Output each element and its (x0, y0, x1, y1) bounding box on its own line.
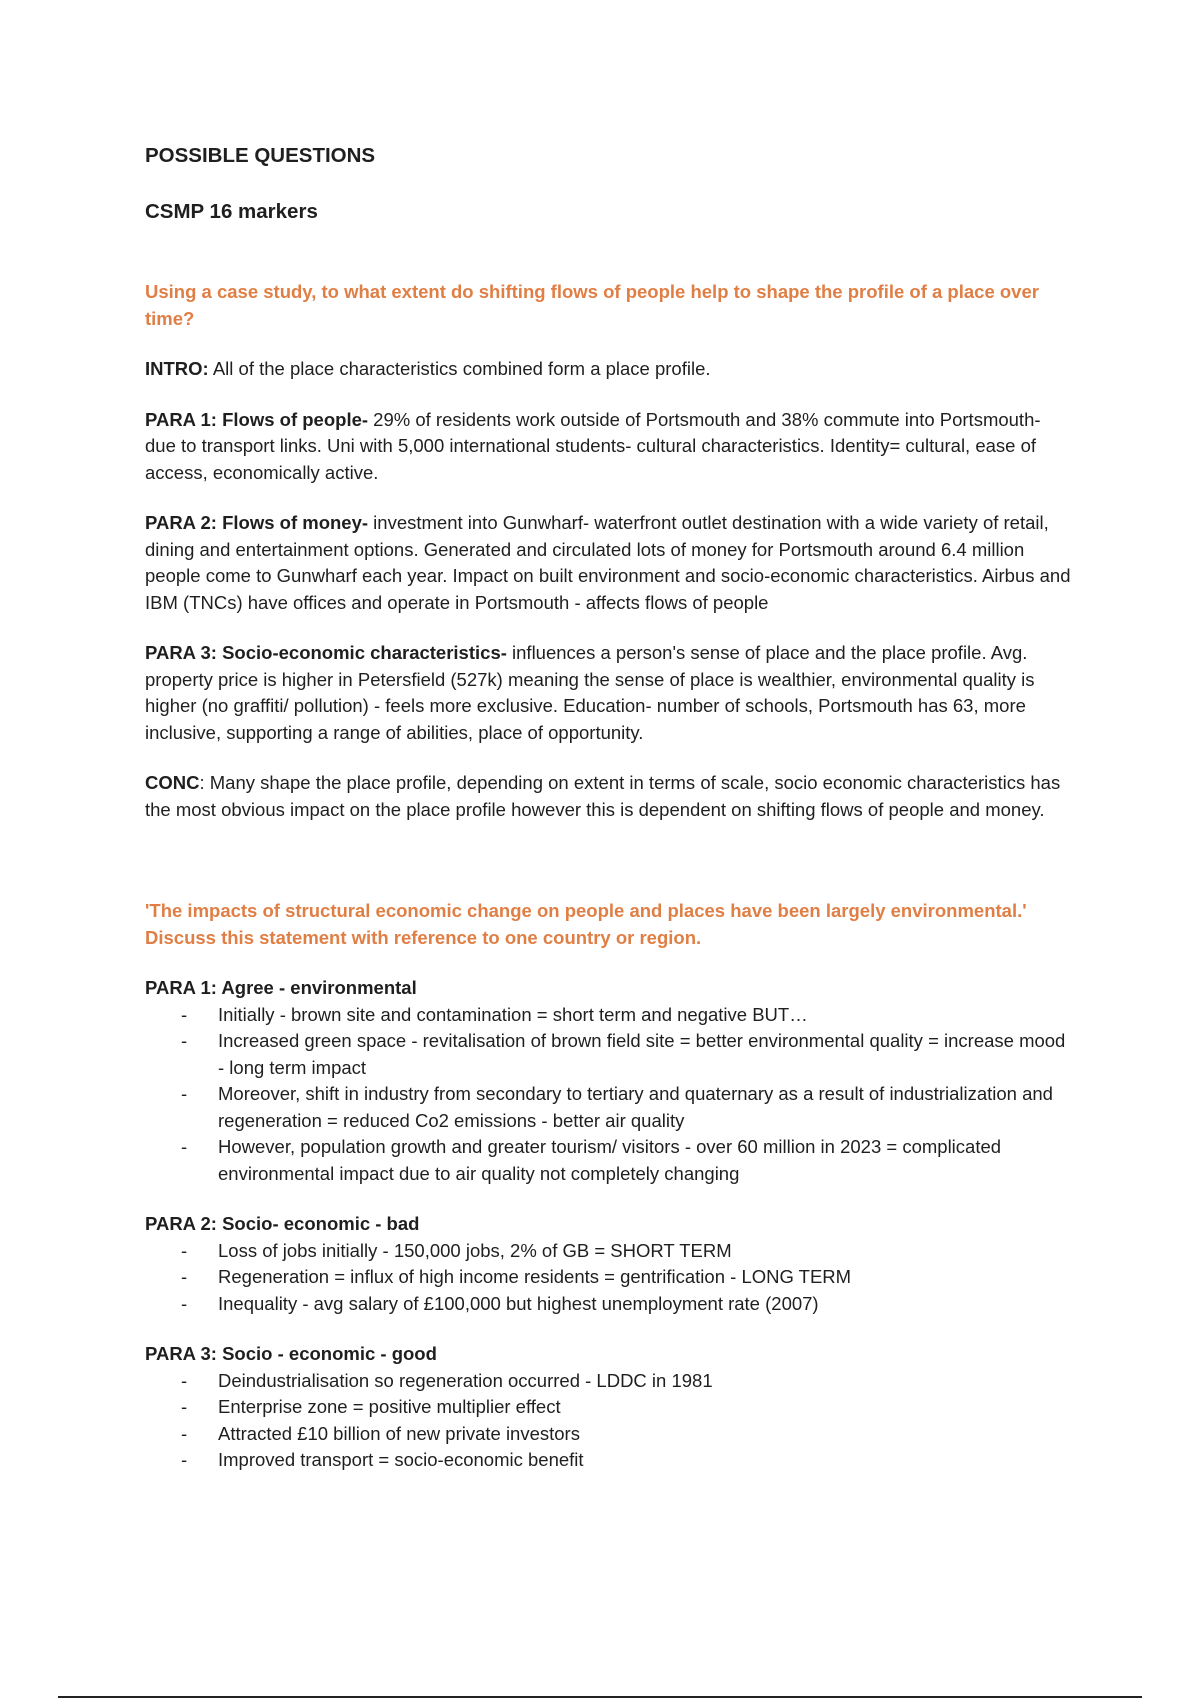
q1-para-2-label: PARA 2: Flows of money- (145, 512, 369, 533)
list-item (145, 1238, 1075, 1265)
dash-bullet: - (181, 1449, 188, 1470)
list-item-text: Regeneration = influx of high income residents = gentrification - LONG TERM (218, 1266, 852, 1287)
q1-para-3-text: influences a person's sense of place and the place profile. Avg. property price is higher in Petersfield (527k) meaning the sense of place is wealthier, environmental quality is higher (no graffiti/ pollution) - feels more exclusive. Education- number of schools, Portsmouth has 63, more inclusive, supporting a range of abilities, place of opportunity. (145, 642, 1035, 743)
q1-para-1 (145, 407, 1075, 487)
question-1: Using a case study, to what extent do shifting flows of people help to shape the profile of a place over time? (145, 281, 1039, 329)
q1-para-3 (145, 640, 1075, 746)
dash-bullet: - (181, 1422, 188, 1444)
document-page (145, 142, 1075, 1474)
q1-para-2-text: investment into Gunwharf- waterfront outlet destination with a wide variety of retail, dining and entertainment options. Generated and circulated lots of money for Portsmouth around 6.4 million people come to Gunwharf each year. Impact on built environment and socio-economic characteristics. Airbus and IBM (TNCs) have offices and operate in Portsmouth - affects flows of people (145, 512, 1071, 613)
list-item (145, 1002, 1075, 1029)
list-item-text: Deindustrialisation so regeneration occurred - LDDC in 1981 (218, 1369, 713, 1391)
page-title: POSSIBLE QUESTIONS (145, 144, 376, 167)
dash-bullet: - (181, 1239, 188, 1261)
q1-conclusion (145, 770, 1075, 823)
q1-para-2 (145, 510, 1075, 616)
list-item-text: Inequality - avg salary of £100,000 but highest unemployment rate (2007) (218, 1292, 819, 1314)
dash-bullet: - (181, 1292, 188, 1314)
list-item-text: However, population growth and greater tourism/ visitors - over 60 million in 2023 = complicated environmental impact due to air quality not completely changing (218, 1136, 1002, 1184)
section-subtitle: CSMP 16 markers (145, 200, 318, 223)
dash-bullet: - (181, 1369, 188, 1391)
list-item-text: Attracted £10 billion of new private investors (218, 1422, 580, 1444)
q1-para-1-label: PARA 1: Flows of people- (145, 408, 369, 430)
dash-bullet: - (181, 1083, 188, 1104)
q2-para-3-list (145, 1368, 1075, 1474)
list-item (145, 1291, 1075, 1318)
list-item-text: Increased green space - revitalisation of brown field site = better environmental quality = increase mood - long term impact (218, 1030, 1066, 1078)
list-item-text: Enterprise zone = positive multiplier effect (218, 1396, 561, 1417)
q2-para-1-list (145, 1002, 1075, 1188)
q1-intro (145, 356, 1075, 383)
list-item (145, 1028, 1075, 1081)
q2-para-2-list (145, 1238, 1075, 1318)
list-item (145, 1394, 1075, 1421)
dash-bullet: - (181, 1136, 188, 1157)
list-item (145, 1368, 1075, 1395)
q1-para-1-text: 29% of residents work outside of Portsmouth and 38% commute into Portsmouth- due to transport links. Uni with 5,000 international students- cultural characteristics. Identity= cultural, ease of access, economically active. (145, 408, 1041, 483)
page-bottom-rule (58, 1696, 1142, 1698)
list-item (145, 1134, 1075, 1187)
list-item (145, 1081, 1075, 1134)
q1-conclusion-text: : Many shape the place profile, depending on extent in terms of scale, socio economic characteristics has the most obvious impact on the place profile however this is dependent on shifting flows of people and money. (145, 772, 1061, 820)
q1-intro-text: All of the place characteristics combined form a place profile. (208, 358, 711, 379)
q1-conclusion-label: CONC (145, 772, 200, 793)
list-item (145, 1421, 1075, 1448)
list-item-text: Moreover, shift in industry from secondary to tertiary and quaternary as a result of industrialization and regeneration = reduced Co2 emissions - better air quality (218, 1083, 1053, 1131)
list-item-text: Loss of jobs initially - 150,000 jobs, 2% of GB = SHORT TERM (218, 1239, 732, 1261)
q1-para-3-label: PARA 3: Socio-economic characteristics- (145, 642, 507, 663)
list-item-text: Improved transport = socio-economic benefit (218, 1449, 584, 1470)
dash-bullet: - (181, 1396, 188, 1417)
question-2: 'The impacts of structural economic change on people and places have been largely environmental.' Discuss this statement with reference to one country or region. (145, 900, 1027, 948)
q2-para-3-heading: PARA 3: Socio - economic - good (145, 1343, 437, 1364)
dash-bullet: - (181, 1003, 188, 1025)
q2-para-2-heading: PARA 2: Socio- economic - bad (145, 1213, 420, 1234)
q1-intro-label: INTRO: (145, 358, 209, 379)
dash-bullet: - (181, 1266, 188, 1287)
dash-bullet: - (181, 1030, 188, 1051)
q2-para-1-heading: PARA 1: Agree - environmental (145, 977, 417, 998)
list-item-text: Initially - brown site and contamination = short term and negative BUT… (218, 1003, 808, 1025)
list-item (145, 1447, 1075, 1474)
list-item (145, 1264, 1075, 1291)
